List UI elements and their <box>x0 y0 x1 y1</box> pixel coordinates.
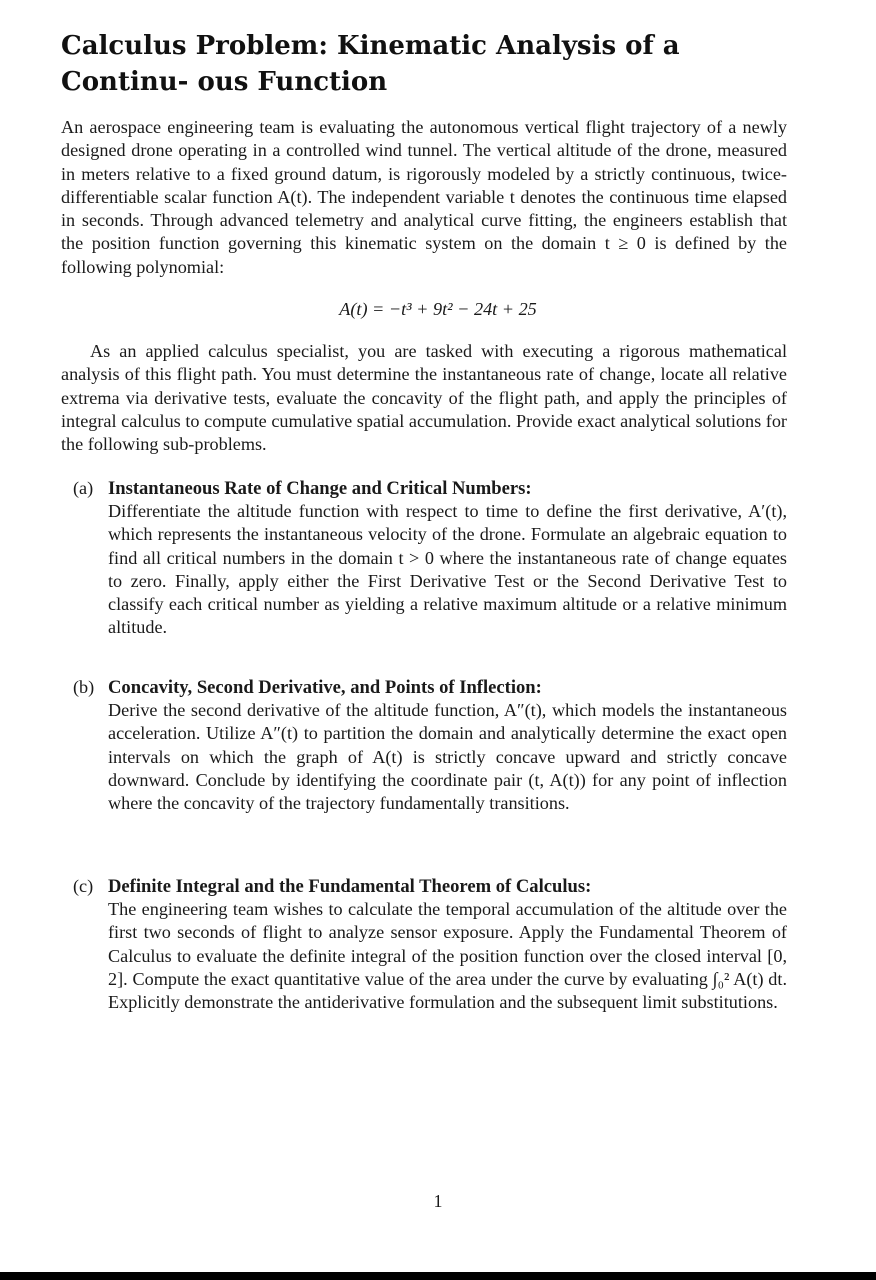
document-title: Calculus Problem: Kinematic Analysis of a Continu- ous Function <box>61 31 680 97</box>
subproblem-label: (c) <box>73 876 94 896</box>
subproblem-body: Differentiate the altitude function with respect to time to define the first derivative, A′(t), which represents the instantaneous velocity of the drone. Formulate an algebraic equation to find all critical numbers in the domain t > 0 where the instantaneous rate of change equates to zero. Finally, apply either the First Derivative Test or the Second Derivative Test to classify each critical number as yielding a relative maximum altitude or a relative minimum altitude. <box>108 501 787 638</box>
subproblem-heading: Concavity, Second Derivative, and Points of Inflection: <box>108 677 542 698</box>
subproblem-heading: Instantaneous Rate of Change and Critical Numbers: <box>108 478 532 499</box>
subproblem-body: Derive the second derivative of the altitude function, A″(t), which models the instantaneous acceleration. Utilize A″(t) to partition the domain and analytically determine the exact open intervals on which the graph of A(t) is strictly concave upward and strictly concave downward. Conclude by identifying the coordinate pair (t, A(t)) for any point of inflection where the concavity of the trajectory fundamentally transitions. <box>108 700 787 814</box>
page-number: 1 <box>433 1191 443 1211</box>
subproblem-label: (b) <box>73 677 95 697</box>
intro-paragraph: An aerospace engineering team is evaluating the autonomous vertical flight trajectory of a newly designed drone operating in a controlled wind tunnel. The vertical altitude of the drone, measured in meters relative to a fixed ground datum, is rigorously modeled by a strictly continuous, twice-differentiable scalar function A(t). The independent variable t denotes the continuous time elapsed in seconds. Through advanced telemetry and analytical curve fitting, the engineers establish that the position function governing this kinematic system on the domain t ≥ 0 is defined by the following polynomial: <box>61 117 787 277</box>
position-equation: A(t) = −t³ + 9t² − 24t + 25 <box>339 299 537 319</box>
bottom-edge-bar <box>0 1272 876 1280</box>
subproblem-heading: Definite Integral and the Fundamental Theorem of Calculus: <box>108 876 592 897</box>
task-paragraph: As an applied calculus specialist, you are tasked with executing a rigorous mathematical analysis of this flight path. You must determine the instantaneous rate of change, locate all relative extrema via derivative tests, evaluate the concavity of the flight path, and apply the principles of integral calculus to compute cumulative spatial accumulation. Provide exact analytical solutions for the following sub-problems. <box>61 341 787 455</box>
subproblem-body: The engineering team wishes to calculate the temporal accumulation of the altitude over the first two seconds of flight to analyze sensor exposure. Apply the Fundamental Theorem of Calculus to evaluate the definite integral of the position function over the closed interval [0, 2]. Compute the exact quantitative value of the area under the curve by evaluating ∫₀² A(t) dt. Explicitly demonstrate the antiderivative formulation and the subsequent limit substitutions. <box>108 899 787 1013</box>
subproblem-label: (a) <box>73 478 94 498</box>
